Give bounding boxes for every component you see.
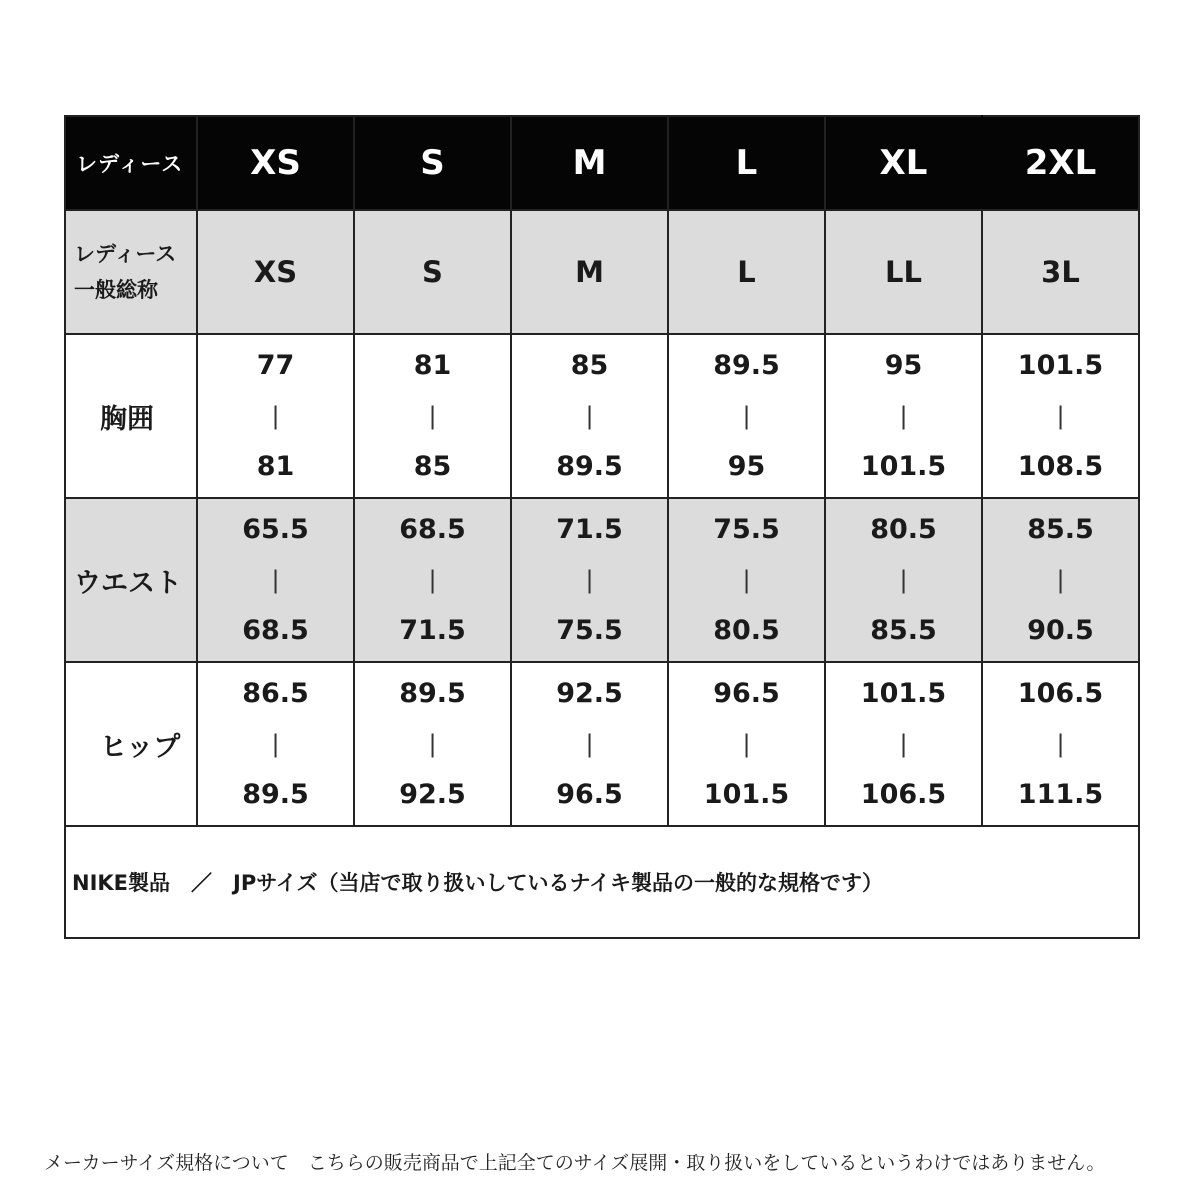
range-separator: | xyxy=(271,402,280,430)
range-max: 101.5 xyxy=(860,451,947,482)
range-min: 71.5 xyxy=(556,514,623,545)
range-cell xyxy=(982,334,1139,498)
general-size-cell: L xyxy=(668,210,825,334)
header-row xyxy=(65,116,1139,210)
range-separator: | xyxy=(585,402,594,430)
footer-disclaimer: メーカーサイズ規格について こちらの販売商品で上記全てのサイズ展開・取り扱いをしているというわけではありません。 xyxy=(44,1152,1106,1174)
range-separator: | xyxy=(899,566,908,594)
range-min: 80.5 xyxy=(870,514,937,545)
note-row xyxy=(65,826,1139,938)
range-min: 85 xyxy=(570,350,609,381)
range-max: 111.5 xyxy=(1017,779,1104,810)
range-min: 77 xyxy=(256,350,295,381)
range-cell xyxy=(354,334,511,498)
range-cell xyxy=(511,498,668,662)
waist-label: ウエスト xyxy=(65,498,197,662)
size-chart-table xyxy=(64,115,1140,939)
range-min: 89.5 xyxy=(399,678,466,709)
range-max: 96.5 xyxy=(556,779,623,810)
range-max: 95 xyxy=(727,451,766,482)
range-max: 80.5 xyxy=(713,615,780,646)
range-separator: | xyxy=(899,402,908,430)
general-size-cell: M xyxy=(511,210,668,334)
header-size-m: M xyxy=(511,116,668,210)
header-size-2xl: 2XL xyxy=(982,116,1139,210)
range-cell xyxy=(354,498,511,662)
range-max: 71.5 xyxy=(399,615,466,646)
range-separator: | xyxy=(1056,730,1065,758)
range-separator: | xyxy=(742,730,751,758)
general-size-cell: S xyxy=(354,210,511,334)
range-min: 95 xyxy=(884,350,923,381)
range-separator: | xyxy=(1056,566,1065,594)
header-size-xs: XS xyxy=(197,116,354,210)
range-cell xyxy=(668,662,825,826)
range-separator: | xyxy=(1056,402,1065,430)
general-size-row xyxy=(65,210,1139,334)
range-min: 96.5 xyxy=(713,678,780,709)
range-cell xyxy=(197,498,354,662)
range-min: 101.5 xyxy=(860,678,947,709)
range-separator: | xyxy=(742,566,751,594)
range-cell xyxy=(668,334,825,498)
range-max: 89.5 xyxy=(242,779,309,810)
range-cell xyxy=(825,498,982,662)
range-cell xyxy=(825,662,982,826)
range-cell xyxy=(197,334,354,498)
range-cell xyxy=(511,662,668,826)
chest-label: 胸囲 xyxy=(65,334,197,498)
range-max: 89.5 xyxy=(556,451,623,482)
range-cell xyxy=(354,662,511,826)
header-size-l: L xyxy=(668,116,825,210)
range-min: 101.5 xyxy=(1017,350,1104,381)
range-cell xyxy=(197,662,354,826)
range-separator: | xyxy=(899,730,908,758)
range-max: 92.5 xyxy=(399,779,466,810)
range-max: 106.5 xyxy=(860,779,947,810)
range-max: 101.5 xyxy=(703,779,790,810)
range-separator: | xyxy=(742,402,751,430)
range-min: 65.5 xyxy=(242,514,309,545)
range-separator: | xyxy=(428,402,437,430)
range-separator: | xyxy=(271,566,280,594)
range-min: 68.5 xyxy=(399,514,466,545)
range-separator: | xyxy=(428,730,437,758)
range-max: 85.5 xyxy=(870,615,937,646)
hip-row xyxy=(65,662,1139,826)
range-min: 89.5 xyxy=(713,350,780,381)
range-cell xyxy=(982,498,1139,662)
header-size-xl: XL xyxy=(825,116,982,210)
range-max: 108.5 xyxy=(1017,451,1104,482)
range-max: 81 xyxy=(256,451,295,482)
range-separator: | xyxy=(585,566,594,594)
range-min: 85.5 xyxy=(1027,514,1094,545)
general-label-line1: レディース xyxy=(74,242,177,266)
range-min: 81 xyxy=(413,350,452,381)
range-separator: | xyxy=(428,566,437,594)
range-separator: | xyxy=(271,730,280,758)
chest-row xyxy=(65,334,1139,498)
range-cell xyxy=(511,334,668,498)
range-cell xyxy=(825,334,982,498)
size-note: NIKE製品 ／ JPサイズ（当店で取り扱いしているナイキ製品の一般的な規格です） xyxy=(65,826,1139,938)
range-cell xyxy=(668,498,825,662)
range-min: 92.5 xyxy=(556,678,623,709)
range-max: 85 xyxy=(413,451,452,482)
header-label: レディース xyxy=(65,116,197,210)
range-max: 75.5 xyxy=(556,615,623,646)
general-size-cell: 3L xyxy=(982,210,1139,334)
range-min: 75.5 xyxy=(713,514,780,545)
waist-row xyxy=(65,498,1139,662)
header-size-s: S xyxy=(354,116,511,210)
general-label-line2: 一般総称 xyxy=(74,278,158,302)
general-size-cell: LL xyxy=(825,210,982,334)
range-min: 106.5 xyxy=(1017,678,1104,709)
hip-label: ヒップ xyxy=(65,662,197,826)
general-size-cell: XS xyxy=(197,210,354,334)
range-min: 86.5 xyxy=(242,678,309,709)
range-max: 68.5 xyxy=(242,615,309,646)
range-max: 90.5 xyxy=(1027,615,1094,646)
range-separator: | xyxy=(585,730,594,758)
range-cell xyxy=(982,662,1139,826)
general-label xyxy=(65,210,197,334)
